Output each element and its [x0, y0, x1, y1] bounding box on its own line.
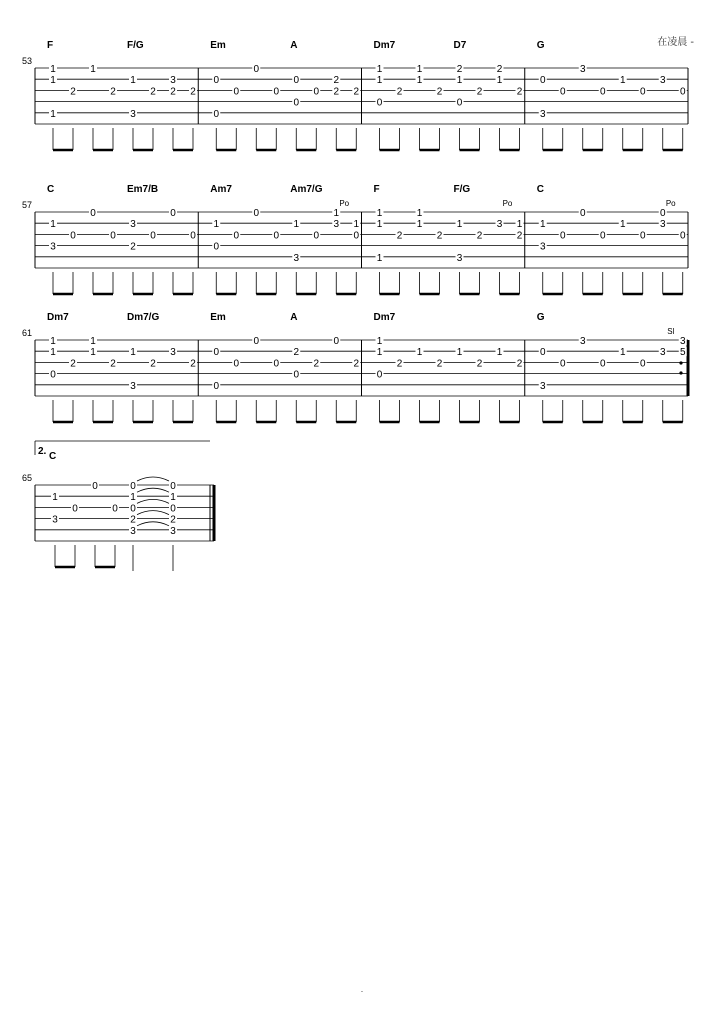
fret-number: 0	[253, 64, 260, 75]
chord-symbol: Em7/B	[127, 184, 159, 195]
chord-symbol: Am7	[210, 184, 232, 195]
fret-number: 2	[476, 86, 483, 98]
fret-number: 1	[496, 75, 503, 87]
fret-number: 0	[559, 86, 566, 98]
chord-symbol: Em	[210, 312, 226, 323]
fret-number: 3	[456, 252, 463, 264]
fret-number: 3	[130, 108, 136, 120]
fret-number: 0	[70, 230, 76, 242]
fret-number: 1	[416, 219, 423, 231]
fret-number: 1	[619, 347, 626, 359]
fret-number: 2	[516, 86, 523, 98]
fret-number: 0	[213, 380, 220, 392]
fret-number: 0	[293, 75, 300, 87]
fret-number: 2	[70, 358, 76, 370]
fret-number: 0	[72, 503, 78, 515]
fret-number: 1	[376, 347, 383, 359]
fret-number: 2	[130, 514, 136, 526]
fret-number: 0	[639, 358, 646, 370]
fret-number: 3	[679, 336, 686, 347]
fret-number: 2	[293, 347, 300, 359]
fret-number: 3	[130, 380, 136, 392]
fret-number: 1	[52, 492, 58, 504]
fret-number: 0	[50, 369, 56, 381]
chord-symbol: C	[47, 184, 55, 195]
fret-number: 0	[213, 241, 220, 253]
fret-number: 0	[313, 230, 320, 242]
fret-number: 2	[496, 64, 503, 75]
fret-number: 1	[50, 219, 56, 231]
fret-number: 0	[92, 481, 98, 492]
fret-number: 0	[273, 230, 280, 242]
fret-number: 1	[376, 75, 383, 87]
chord-symbol: Em	[210, 40, 226, 51]
measure-number: 61	[21, 328, 32, 338]
chord-symbol: Dm7/G	[127, 312, 160, 323]
fret-number: 3	[52, 514, 58, 526]
fret-number: 0	[376, 97, 383, 109]
chord-symbol: A	[290, 40, 298, 51]
repeat-dot	[679, 371, 682, 374]
fret-number: 1	[130, 347, 136, 359]
fret-number: 1	[90, 336, 96, 347]
fret-number: 2	[436, 86, 443, 98]
fret-number: 1	[496, 347, 503, 359]
fret-number: 3	[496, 219, 503, 231]
fret-number: 1	[90, 347, 96, 359]
fret-number: 0	[539, 75, 546, 87]
fret-number: 0	[353, 230, 360, 242]
fret-number: 1	[130, 492, 136, 504]
measure-number: 65	[21, 473, 32, 483]
fret-number: 0	[233, 358, 240, 370]
fret-number: 0	[559, 358, 566, 370]
fret-number: 2	[170, 86, 176, 98]
ending-label: 2.	[38, 446, 47, 457]
technique-label: Po	[502, 199, 513, 208]
fret-number: 0	[110, 230, 116, 242]
fret-number: 2	[110, 86, 116, 98]
fret-number: 1	[293, 219, 300, 231]
fret-number: 1	[50, 336, 56, 347]
chord-symbol: F	[373, 184, 380, 195]
fret-number: 0	[233, 230, 240, 242]
header-note: 在凌晨 -	[657, 37, 694, 48]
fret-number: 0	[659, 208, 666, 219]
fret-number: 1	[376, 336, 383, 347]
fret-number: 1	[456, 347, 463, 359]
repeat-dot	[679, 361, 682, 364]
fret-number: 0	[579, 208, 586, 219]
fret-number: 0	[112, 503, 118, 515]
fret-number: 3	[293, 252, 300, 264]
fret-number: 2	[396, 358, 403, 370]
tie-arc	[137, 511, 169, 515]
fret-number: 1	[619, 219, 626, 231]
tie-arc	[137, 477, 169, 481]
fret-number: 1	[376, 208, 383, 219]
fret-number: 0	[679, 86, 686, 98]
chord-symbol: G	[536, 312, 545, 323]
fret-number: 0	[150, 230, 156, 242]
tie-arc	[137, 499, 169, 503]
fret-number: 3	[130, 525, 136, 537]
fret-number: 1	[213, 219, 220, 231]
fret-number: 1	[170, 492, 176, 504]
fret-number: 0	[376, 369, 383, 381]
fret-number: 1	[376, 64, 383, 75]
technique-label: Po	[665, 199, 676, 208]
fret-number: 2	[353, 358, 360, 370]
technique-label: Po	[339, 199, 350, 208]
chord-symbol: G	[536, 40, 545, 51]
fret-number: 0	[559, 230, 566, 242]
fret-number: 2	[130, 241, 136, 253]
fret-number: 0	[130, 503, 136, 515]
fret-number: 1	[619, 75, 626, 87]
fret-number: 0	[333, 336, 340, 347]
fret-number: 3	[539, 380, 546, 392]
fret-number: 3	[170, 75, 176, 87]
fret-number: 3	[50, 241, 56, 253]
fret-number: 0	[273, 358, 280, 370]
fret-number: 1	[376, 219, 383, 231]
chord-symbol: Am7/G	[290, 184, 323, 195]
fret-number: 1	[90, 64, 96, 75]
chord-symbol: F/G	[127, 40, 144, 51]
footer-mark: .	[360, 985, 364, 994]
fret-number: 0	[253, 336, 260, 347]
fret-number: 3	[659, 347, 666, 359]
fret-number: 3	[170, 525, 176, 537]
fret-number: 2	[70, 86, 76, 98]
fret-number: 0	[90, 208, 96, 219]
fret-number: 2	[110, 358, 116, 370]
chord-symbol: C	[536, 184, 544, 195]
fret-number: 2	[333, 75, 340, 87]
fret-number: 0	[213, 347, 220, 359]
fret-number: 2	[170, 514, 176, 526]
fret-number: 0	[213, 75, 220, 87]
fret-number: 0	[213, 108, 220, 120]
fret-number: 2	[313, 358, 320, 370]
fret-number: 3	[579, 336, 586, 347]
fret-number: 0	[293, 369, 300, 381]
measure-number: 53	[21, 56, 32, 66]
fret-number: 0	[170, 503, 176, 515]
chord-symbol: F/G	[453, 184, 471, 195]
measure-number: 57	[21, 200, 32, 210]
fret-number: 1	[50, 347, 56, 359]
fret-number: 5	[679, 347, 686, 359]
tie-arc	[137, 522, 169, 526]
fret-number: 2	[476, 230, 483, 242]
fret-number: 1	[353, 219, 360, 231]
fret-number: 0	[293, 97, 300, 109]
fret-number: 0	[253, 208, 260, 219]
fret-number: 1	[416, 347, 423, 359]
fret-number: 0	[599, 358, 606, 370]
fret-number: 1	[539, 219, 546, 231]
fret-number: 3	[659, 75, 666, 87]
fret-number: 1	[416, 64, 423, 75]
fret-number: 1	[130, 75, 136, 87]
chord-symbol: Dm7	[373, 40, 396, 51]
fret-number: 0	[170, 208, 176, 219]
fret-number: 0	[639, 230, 646, 242]
fret-number: 2	[150, 358, 156, 370]
fret-number: 1	[456, 219, 463, 231]
fret-number: 0	[273, 86, 280, 98]
fret-number: 1	[333, 208, 340, 219]
fret-number: 0	[170, 481, 176, 492]
fret-number: 2	[150, 86, 156, 98]
fret-number: 2	[516, 230, 523, 242]
fret-number: 3	[579, 64, 586, 75]
fret-number: 2	[516, 358, 523, 370]
technique-label: Sl	[667, 327, 675, 336]
fret-number: 2	[476, 358, 483, 370]
fret-number: 0	[639, 86, 646, 98]
fret-number: 0	[233, 86, 240, 98]
fret-number: 3	[130, 219, 136, 231]
fret-number: 0	[313, 86, 320, 98]
fret-number: 1	[416, 208, 423, 219]
fret-number: 1	[416, 75, 423, 87]
fret-number: 1	[50, 75, 56, 87]
fret-number: 1	[516, 219, 523, 231]
fret-number: 1	[376, 252, 383, 264]
fret-number: 2	[353, 86, 360, 98]
fret-number: 2	[436, 358, 443, 370]
chord-symbol: C	[49, 451, 57, 462]
chord-symbol: D7	[453, 40, 467, 51]
fret-number: 1	[456, 75, 463, 87]
fret-number: 1	[50, 64, 56, 75]
fret-number: 0	[539, 347, 546, 359]
fret-number: 0	[599, 86, 606, 98]
chord-symbol: A	[290, 312, 298, 323]
fret-number: 2	[436, 230, 443, 242]
fret-number: 0	[679, 230, 686, 242]
fret-number: 2	[456, 64, 463, 75]
fret-number: 3	[659, 219, 666, 231]
chord-symbol: Dm7	[47, 312, 69, 323]
fret-number: 1	[50, 108, 56, 120]
fret-number: 2	[190, 86, 196, 98]
fret-number: 0	[599, 230, 606, 242]
fret-number: 3	[333, 219, 340, 231]
fret-number: 3	[170, 347, 176, 359]
fret-number: 0	[130, 481, 136, 492]
fret-number: 3	[539, 241, 546, 253]
fret-number: 2	[396, 230, 403, 242]
fret-number: 0	[190, 230, 196, 242]
fret-number: 2	[333, 86, 340, 98]
tie-arc	[137, 488, 169, 492]
chord-symbol: F	[47, 40, 54, 51]
fret-number: 2	[396, 86, 403, 98]
chord-symbol: Dm7	[373, 312, 396, 323]
fret-number: 2	[190, 358, 196, 370]
fret-number: 0	[456, 97, 463, 109]
fret-number: 3	[539, 108, 546, 120]
